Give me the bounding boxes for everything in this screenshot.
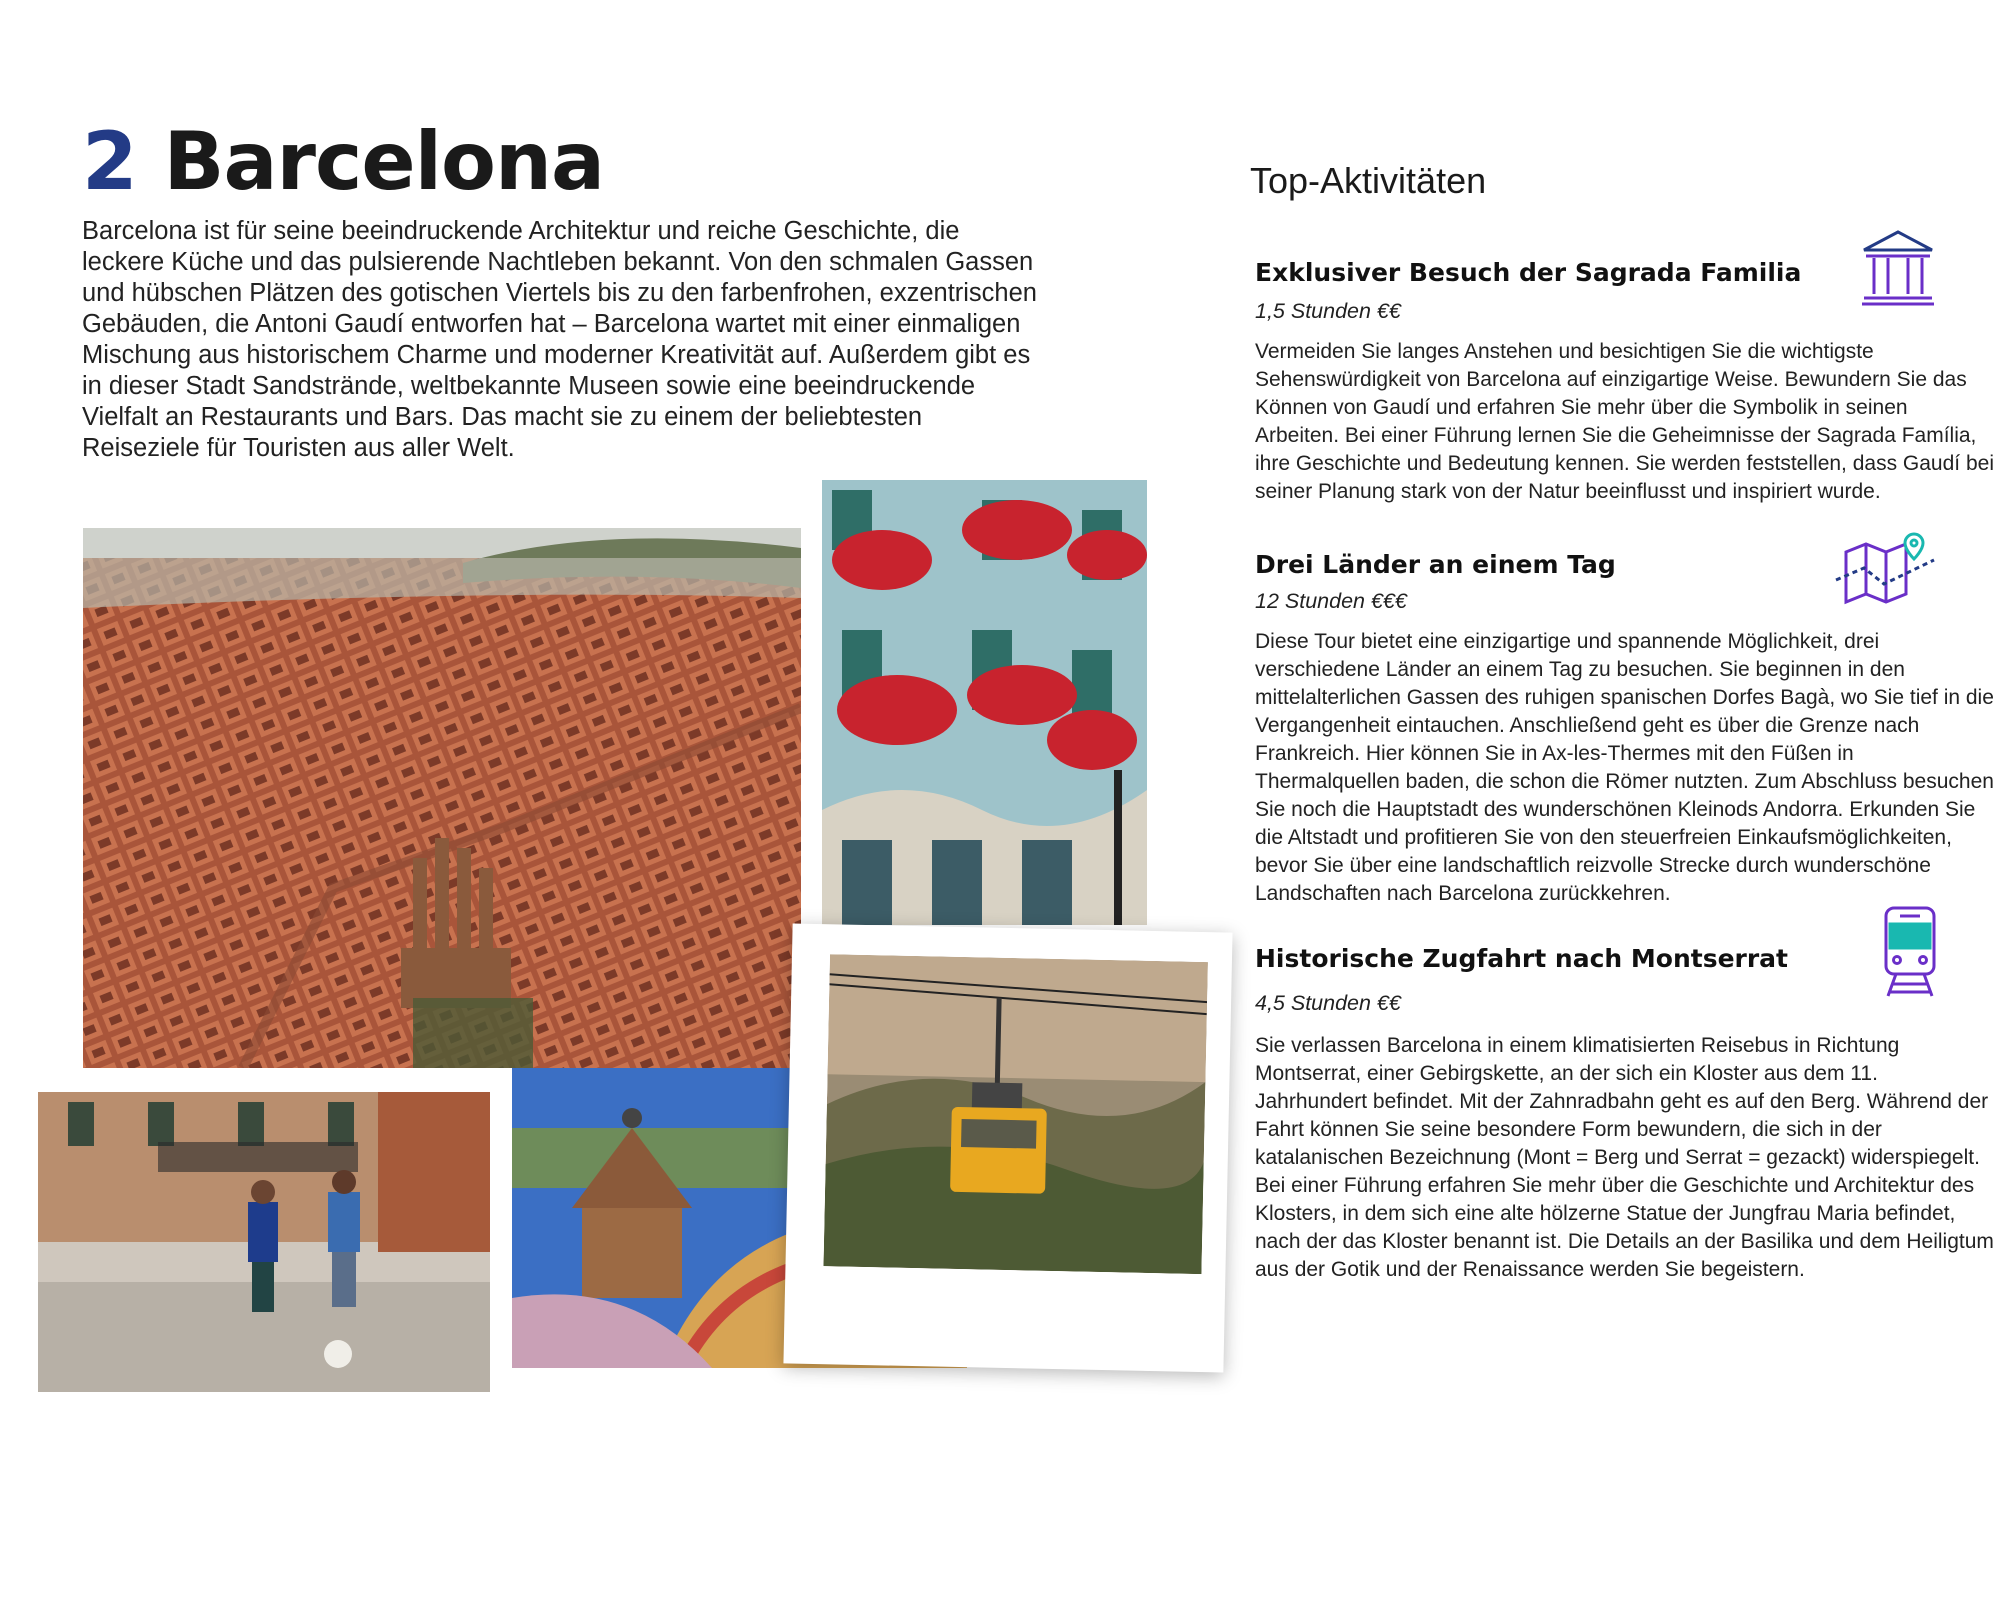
casa-batllo-photo [822,480,1147,925]
activity-description: Vermeiden Sie langes Anstehen und besichtigen Sie die wichtigste Sehenswürdigkeit von Barcelona auf einzigartige Weise. Bewundern Sie das Können von Gaudí und erfahren Sie mehr über die Symbolik in seinen Arbeiten. Bei einer Führung lernen Sie die Geheimnisse der Sagrada Família, ihre Geschichte und Bedeutung kennen. Sie werden feststellen, dass Gaudí bei seiner Planung stark von der Natur beeinflusst und inspiriert wurde. [1255,340,1994,503]
activity-meta: 4,5 Stunden €€ [1255,991,1401,1015]
activity-meta: 12 Stunden €€€ [1255,589,1407,613]
activity-title: Drei Länder an einem Tag [1255,550,1616,579]
activity-title: Exklusiver Besuch der Sagrada Familia [1255,258,1802,287]
aerial-city-photo [83,528,801,1068]
intro-text: Barcelona ist für seine beeindruckende Architektur und reiche Geschichte, die leckere Küche und das pulsierende Nachtleben bekannt. Von den schmalen Gassen und hübschen Plätzen des gotischen Viertels bis zu den farbenfrohen, exzentrischen Gebäuden, die Antoni Gaudí entworfen hat – Barcelona wartet mit einer einmaligen Mischung aus historischem Charme und moderner Kreativität auf. Außerdem gibt es in dieser Stadt Sandstrände, weltbekannte Museen sowie eine beeindruckende Vielfalt an Restaurants und Bars. Das macht sie zu einem der beliebtesten Reiseziele für Touristen aus aller Welt. [82,217,1037,462]
section-title: Barcelona [163,115,604,208]
activity-description: Sie verlassen Barcelona in einem klimatisierten Reisebus in Richtung Montserrat, einer Gebirgskette, an der sich ein Kloster aus dem 11. Jahrhundert befindet. Mit der Zahnradbahn geht es auf den Berg. Während der Fahrt können Sie seine besondere Form bewundern, die sich in der katalanischen Bezeichnung (Mont = Berg und Serrat = gezackt) widerspiegelt. Bei einer Führung erfahren Sie mehr über die Geschichte und Architektur des Klosters, in dem sich eine alte hölzerne Statue der Jungfrau Maria befindet, nach der das Kloster benannt ist. Die Details an der Basilika und dem Heiligtum aus der Gotik und der Renaissance werden Sie begeistern. [1255,1034,1994,1281]
activities-heading: Top-Aktivitäten [1250,160,1487,201]
street-football-photo [38,1092,490,1392]
activity-title: Historische Zugfahrt nach Montserrat [1255,944,1789,973]
museum-icon [1858,228,1938,308]
train-icon [1882,906,1938,998]
map-pin-icon [1834,532,1938,608]
cable-car-photo [823,954,1207,1274]
page-title [82,115,604,208]
section-number: 2 [82,115,137,208]
activity-description: Diese Tour bietet eine einzigartige und spannende Möglichkeit, drei verschiedene Länder an einem Tag zu besuchen. Sie beginnen in den mittelalterlichen Gassen des ruhigen spanischen Dorfes Bagà, wo Sie tief in die Vergangenheit eintauchen. Anschließend geht es über die Grenze nach Frankreich. Hier können Sie in Ax-les-Thermes mit den Füßen in Thermalquellen baden, die schon die Römer nutzten. Zum Abschluss besuchen Sie noch die Hauptstadt des wunderschönen Kleinods Andorra. Erkunden Sie die Altstadt und profitieren Sie von den steuerfreien Einkaufsmöglichkeiten, bevor Sie über eine landschaftlich reizvolle Strecke durch wunderschöne Landschaften nach Barcelona zurückkehren. [1255,630,1994,905]
cable-car-polaroid [783,923,1232,1372]
activity-meta: 1,5 Stunden €€ [1255,299,1401,323]
